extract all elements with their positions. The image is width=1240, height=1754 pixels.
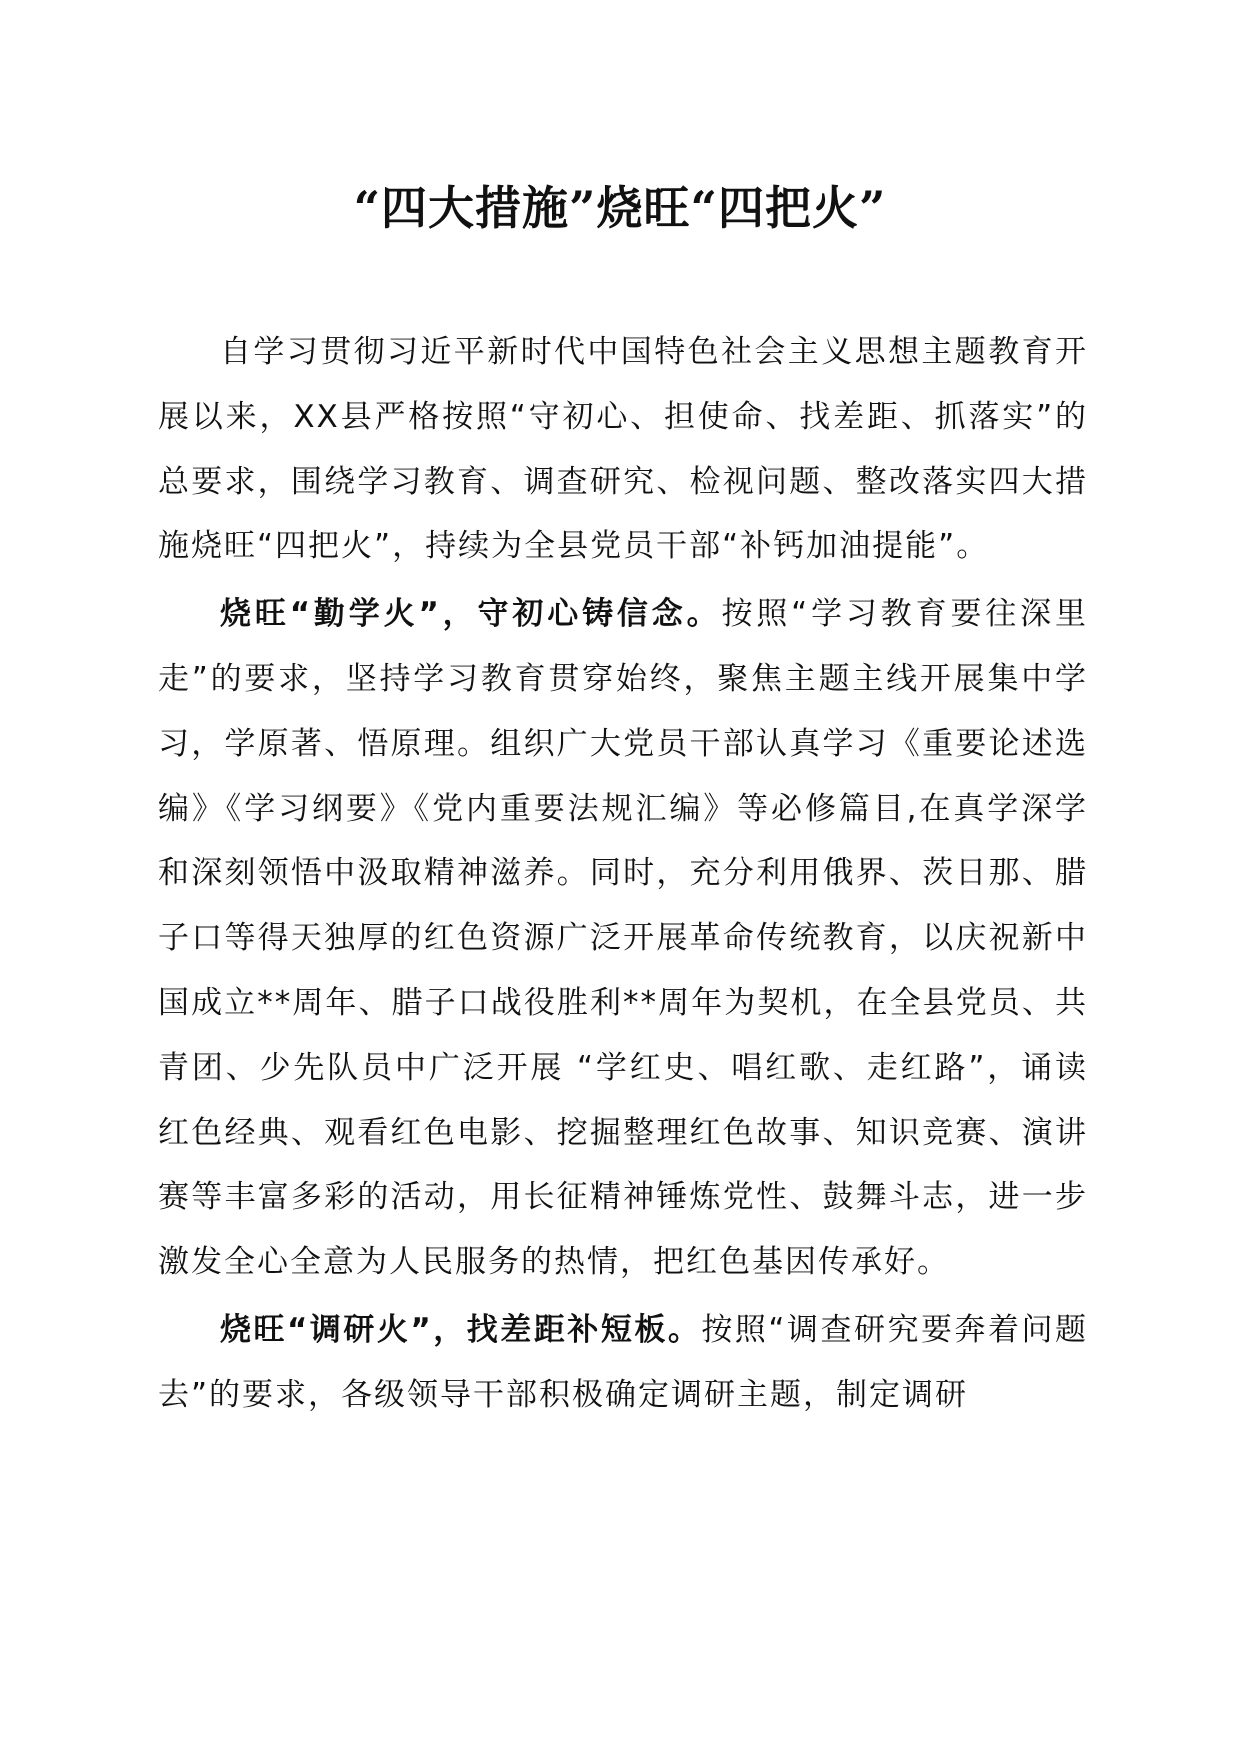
paragraph-research-fire-heading: 烧旺“调研火”，找差距补短板。 [220,1311,702,1348]
paragraph-study-fire-heading: 烧旺“勤学火”，守初心铸信念。 [220,596,722,633]
paragraph-research-fire [158,1298,1088,1428]
paragraph-intro [158,320,1088,579]
paragraph-study-fire [158,582,1088,1295]
paragraph-study-fire-text: 按照“学习教育要往深里走”的要求，坚持学习教育贯穿始终，聚焦主题主线开展集中学习，学原著、悟原理。组织广大党员干部认真学习《重要论述选编》《学习纲要》《党内重要法规汇编》等必修篇目,在真学深学和深刻领悟中汲取精神滋养。同时，充分利用俄界、茨日那、腊子口等得天独厚的红色资源广泛开展革命传统教育，以庆祝新中国成立**周年、腊子口战役胜利**周年为契机，在全县党员、共青团、少先队员中广泛开展 “学红史、唱红歌、走红路”，诵读红色经典、观看红色电影、挖掘整理红色故事、知识竞赛、演讲赛等丰富多彩的活动，用长征精神锤炼党性、鼓舞斗志，进一步激发全心全意为人民服务的热情，把红色基因传承好。 [158,596,1089,1281]
document-title: “四大措施”烧旺“四把火” [353,181,887,235]
paragraph-intro-text: 自学习贯彻习近平新时代中国特色社会主义思想主题教育开展以来，XX县严格按照“守初心、担使命、找差距、抓落实”的总要求，围绕学习教育、调查研究、检视问题、整改落实四大措施烧旺“四把火”，持续为全县党员干部“补钙加油提能”。 [158,334,1088,565]
document-body [158,320,1088,1431]
paragraph-research-fire-text: 按照“调查研究要奔着问题去”的要求，各级领导干部积极确定调研主题，制定调研 [158,1311,1088,1413]
